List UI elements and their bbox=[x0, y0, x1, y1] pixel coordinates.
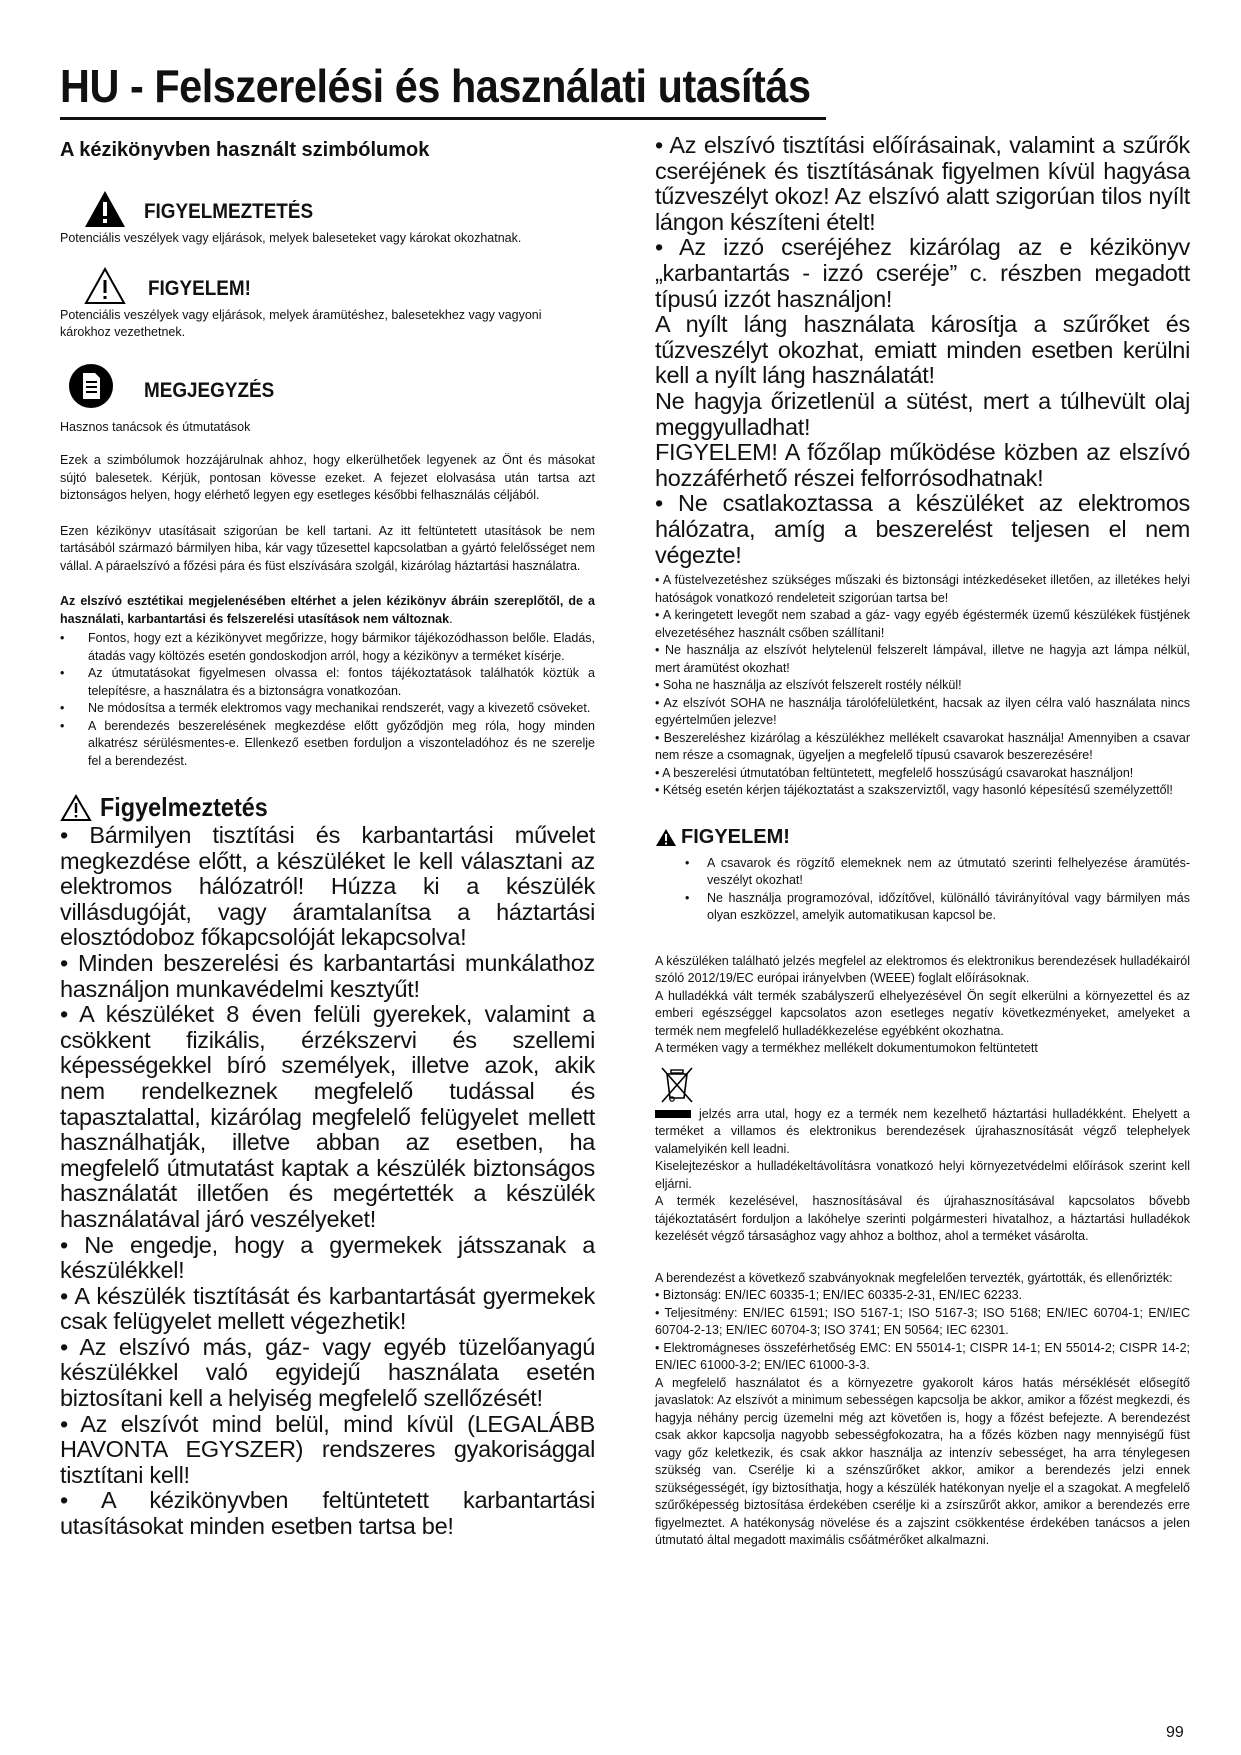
note-icon bbox=[68, 363, 114, 409]
list-item: • Ne engedje, hogy a gyermekek játsszanak a készülékkel! bbox=[60, 1231, 595, 1284]
list-item: A nyílt láng használata károsítja a szűrőket és tűzveszélyt okozhat, emiatt minden esetben kerülni kell a nyílt láng használatát! bbox=[655, 311, 1190, 389]
weee-paragraph-5: Kiselejtezéskor a hulladékeltávolításra vonatkozó helyi környezetvédelmi előírások szerint kell eljárni. bbox=[655, 1159, 1190, 1191]
standards-item: • Teljesítmény: EN/IEC 61591; ISO 5167-1; ISO 5167-3; ISO 5168; EN/IEC 60704-1; EN/IEC 60704-2-13; EN/IEC 60704-3; ISO 3741; EN 50564; IEC 62301. bbox=[655, 1305, 1190, 1338]
weee-p4-text: jelzés arra utal, hogy ez a termék nem kezelhető háztartási hulladékként. Ehelyett a terméket a villamos és elektronikus berendezések újrahasznosítását végző telephelyek valamelyikén kell leadni. bbox=[655, 1106, 1190, 1156]
figyelem-heading bbox=[655, 826, 1190, 849]
warning-desc: Potenciális veszélyek vagy eljárások, melyek baleseteket vagy károkat okozhatnak. bbox=[60, 231, 522, 245]
title-underline bbox=[60, 117, 826, 120]
page-title: HU - Felszerelési és használati utasítás bbox=[60, 60, 811, 112]
list-item: • A csavarok és rögzítő elemeknek nem az útmutató szerinti felhelyezése áramütés-veszélyt okozhat! bbox=[707, 855, 1190, 890]
figyelmeztetes-right-list bbox=[655, 133, 1190, 568]
list-item: • Bármilyen tisztítási és karbantartási művelet megkezdése előtt, a készüléket le kell választani az elektromos hálózatról! Húzza ki a készülék villásdugóját, vagy áramtalanítsa a háztartási elosztódoboz főkapcsolóját lekapcsolva! bbox=[60, 822, 595, 951]
left-column bbox=[60, 133, 595, 1540]
figyelem-bullets bbox=[655, 855, 1190, 925]
list-item: • Az elszívó más, gáz- vagy egyéb tüzelőanyagú készülékkel való egyidejű használata esetén biztosítani kell a helyiség megfelelő szellőzését! bbox=[60, 1333, 595, 1412]
symbol-attention bbox=[60, 269, 595, 305]
intro-paragraph-1: Ezek a szimbólumok hozzájárulnak ahhoz, hogy elkerülhetőek legyenek az Önt és másokat sújtó balesetek. Kérjük, pontosan kövesse ezeket. A fejezet elolvasása után tartsa azt biztonságos helyen, hogy elérhető legyen egy esetleges későbbi felhasználás céljából. bbox=[60, 453, 595, 502]
standards-item: • Elektromágneses összeférhetőség EMC: EN 55014-1; CISPR 14-1; EN 55014-2; CISPR 14-2; EN/IEC 61000-3-2; EN/IEC 61000-3-3. bbox=[655, 1340, 1190, 1373]
list-item: • Minden beszerelési és karbantartási munkálathoz használjon munkavédelmi kesztyűt! bbox=[60, 949, 595, 1002]
list-item: • Ne módosítsa a termék elektromos vagy mechanikai rendszerét, vagy a kivezető csöveket. bbox=[88, 700, 595, 718]
attention-label: FIGYELEM! bbox=[148, 277, 251, 300]
warning-label: FIGYELMEZTETÉS bbox=[144, 200, 314, 223]
weee-symbol bbox=[655, 1064, 1190, 1104]
symbol-note bbox=[60, 367, 595, 415]
list-item: • A beszerelési útmutatóban feltüntetett, megfelelő hosszúságú csavarokat használjon! bbox=[655, 765, 1134, 780]
note-label: MEGJEGYZÉS bbox=[144, 379, 275, 402]
list-item: • Fontos, hogy ezt a kézikönyvet megőrizze, hogy bármikor tájékozódhasson belőle. Eladás, átadás vagy költözés esetén gondoskodjon arról, hogy a kézikönyv a terméket kísérje. bbox=[88, 630, 595, 665]
list-item: • Az útmutatásokat figyelmesen olvassa el: fontos tájékoztatások találhatók köztük a telepítésre, a használatra és a biztonságra vonatkozóan. bbox=[88, 665, 595, 700]
intro-bold-paragraph bbox=[60, 593, 595, 628]
standards-intro: A berendezést a következő szabványoknak megfelelően tervezték, gyártották, és ellenőrizték: bbox=[655, 1270, 1173, 1285]
figyelmeztetes-left-list bbox=[60, 823, 595, 1540]
list-item: • Az elszívó tisztítási előírásainak, valamint a szűrők cseréjének és tisztításának figyelmen kívül hagyása tűzveszélyt okoz! Az elszívó alatt szigorúan tilos nyílt lángon készíteni ételt! bbox=[655, 132, 1190, 235]
list-item: • Ne használja programozóval, időzítővel, különálló távirányítóval vagy bármilyen más olyan eszközzel, amelyik automatikusan kapcsol be. bbox=[707, 890, 1190, 925]
intro-bold-end: . bbox=[449, 611, 453, 626]
figyelmeztetes-right-small-list bbox=[655, 572, 1190, 800]
weee-paragraph-4 bbox=[655, 1106, 1190, 1159]
list-item: • Ne csatlakoztassa a készüléket az elektromos hálózatra, amíg a beszerelést teljesen el nem végezte! bbox=[655, 490, 1190, 568]
list-item: • Soha ne használja az elszívót felszerelt rostély nélkül! bbox=[655, 678, 962, 693]
list-item: • A füstelvezetéshez szükséges műszaki és biztonsági intézkedéseket illetően, az illetékes helyi hatóságok vonatkozó rendeleteit szigorúan tartsa be! bbox=[655, 573, 1190, 605]
weee-paragraph-3: A terméken vagy a termékhez mellékelt dokumentumokon feltüntetett bbox=[655, 1041, 1038, 1056]
note-desc: Hasznos tanácsok és útmutatások bbox=[60, 420, 251, 434]
warning-filled-icon bbox=[84, 190, 126, 228]
weee-paragraph-2: A hulladékká vált termék szabályszerű elhelyezésével Ön segít elkerülni a környezettel és az emberi egészséggel kapcsolatos azon esetleges negatív következményeket, amelyeket a termék nem megfelelő hulladékkezelése egyébként okozhatna. bbox=[655, 988, 1190, 1038]
figyelem-label: FIGYELEM! bbox=[681, 825, 790, 848]
list-item: • A készüléket 8 éven felüli gyerekek, valamint a csökkent fizikális, érzékszervi és szellemi képességekkel bíró személyek, illetve azok, akik nem rendelkeznek megfelelő tudással és tapasztalattal, kizárólag megfelelő felügyelet mellett használhatják, illetve abban az esetben, ha megfelelő útmutatást kaptak a készülék biztonságos használatát illetően és megértették a készülék használatával járó veszélyeket! bbox=[60, 1001, 595, 1232]
eco-recommendations: A megfelelő használatot és a környezetre gyakorolt káros hatás mérséklését elősegítő javaslatok: Az elszívót a minimum sebességen kapcsolja be akkor, amikor a főzést megkezdi, és hagyja néhány percig üzemelni még azt követően is, hogy a főzést befejezte. A berendezést csak akkor kapcsolja nagyobb sebességfokozatra, ha a főzés közben nagy mennyiségű füst vagy gőz keletkezik, és csak akkor használja az intenzív sebességet, ha arra ténylegesen szükség van. Cserélje ki a szénszűrőket akkor, amikor a berendezés jelzi ennek szükségességét, így biztosíthatja, hogy a készülék hatékonyan nyelje el a szagokat. A megfelelő szűrőképesség biztosítása érdekében cserélje ki a zsírszűrőt akkor, amikor a berendezés erre figyelmeztet. A hatékonyság növelése és a zajszint csökkentése érdekében tanácsos a jelen útmutató által megadott maximális csőátmérőket alkalmazni. bbox=[655, 1375, 1190, 1548]
intro-paragraph-2: Ezen kézikönyv utasításait szigorúan be kell tartani. Az itt feltüntetett utasítások be nem tartásából származó bármilyen hiba, kár vagy tűzesettel kapcsolatban a gyártó felelősséget nem vállal. A páraelszívó a főzési pára és füst elszívására szolgál, kizárólag háztartási használatra. bbox=[60, 523, 595, 573]
list-item: • Ne használja az elszívót helytelenül felszerelt lámpával, illetve ne hagyja azt lámpa nélkül, mert áramütést okozhat! bbox=[655, 643, 1190, 675]
list-item: FIGYELEM! A főzőlap működése közben az elszívó hozzáférhető részei felforrósodhatnak! bbox=[655, 439, 1190, 491]
warning-outline-icon bbox=[84, 267, 126, 305]
standards-item: • Biztonság: EN/IEC 60335-1; EN/IEC 60335-2-31, EN/IEC 62233. bbox=[655, 1288, 1023, 1303]
weee-paragraph-6: A termék kezelésével, hasznosításával és újrahasznosításával kapcsolatos bővebb tájékoztatásért forduljon a lakóhelye szerinti polgármesteri hivatalhoz, a háztartási hulladékok kezelését végző társasághoz vagy ahhoz a bolthoz, ahol a terméket vásárolta. bbox=[655, 1194, 1190, 1244]
list-item: • Az elszívót mind belül, mind kívül (LEGALÁBB HAVONTA EGYSZER) rendszeres gyakorisággal tisztítani kell! bbox=[60, 1410, 595, 1488]
warning-filled-icon bbox=[655, 828, 677, 847]
list-item: • A berendezés beszerelésének megkezdése előtt győződjön meg róla, hogy minden alkatrész sérülésmentes-e. Ellenkező esetben forduljon a viszonteladóhoz és ne szerelje fel a berendezést. bbox=[88, 718, 595, 771]
list-item: • A készülék tisztítását és karbantartását gyermekek csak felügyelet mellett végezhetik! bbox=[60, 1282, 595, 1335]
intro-bold-text: Az elszívó esztétikai megjelenésében eltérhet a jelen kézikönyv ábráin szereplőtől, de a használati, karbantartási és felszerelési utasítások nem változnak bbox=[60, 594, 595, 626]
list-item: • A keringetett levegőt nem szabad a gáz- vagy egyéb égéstermék üzemű készülékek füstjének elvezetéséhez használt csőben szállítani! bbox=[655, 608, 1190, 640]
attention-desc: Potenciális veszélyek vagy eljárások, melyek áramütéshez, balesetekhez vagy vagyoni károkhoz vezethetnek. bbox=[60, 308, 542, 339]
page-number: 99 bbox=[1166, 1724, 1184, 1741]
list-item: • Kétség esetén kérjen tájékoztatást a szakszerviztől, vagy hasonló képesítésű személyzettől! bbox=[655, 783, 1173, 798]
figyelmeztetes-label: Figyelmeztetés bbox=[100, 792, 268, 822]
symbol-warning bbox=[60, 192, 595, 228]
weee-paragraph-1: A készüléken található jelzés megfelel az elektromos és elektronikus berendezések hulladékairól szóló 2012/19/EC európai irányelvben (WEEE) foglalt előírásoknak. bbox=[655, 953, 1190, 986]
weee-black-bar bbox=[655, 1110, 691, 1118]
right-column bbox=[655, 133, 1190, 1550]
list-item: Ne hagyja őrizetlenül a sütést, mert a túlhevült olaj meggyulladhat! bbox=[655, 387, 1190, 440]
figyelmeztetes-heading bbox=[60, 792, 595, 823]
list-item: • Az elszívót SOHA ne használja tárolófelületként, hacsak az ilyen célra való használata nincs egyértelműen jelezve! bbox=[655, 695, 1190, 728]
list-item: • A kézikönyvben feltüntetett karbantartási utasításokat minden esetben tartsa be! bbox=[60, 1487, 595, 1540]
crossed-bin-icon bbox=[657, 1064, 697, 1104]
symbols-heading: A kézikönyvben használt szimbólumok bbox=[60, 139, 430, 161]
list-item: • Beszereléshez kizárólag a készülékhez mellékelt csavarokat használja! Amennyiben a csavar nem része a csomagnak, ügyeljen a megfelelő típusú csavarok beszerezésére! bbox=[655, 730, 1190, 763]
list-item: • Az izzó cseréjéhez kizárólag az e kézikönyv „karbantartás - izzó cseréje” c. részben megadott típusú izzót használjon! bbox=[655, 234, 1190, 312]
intro-bullets bbox=[60, 630, 595, 770]
warning-outline-icon bbox=[60, 794, 92, 822]
